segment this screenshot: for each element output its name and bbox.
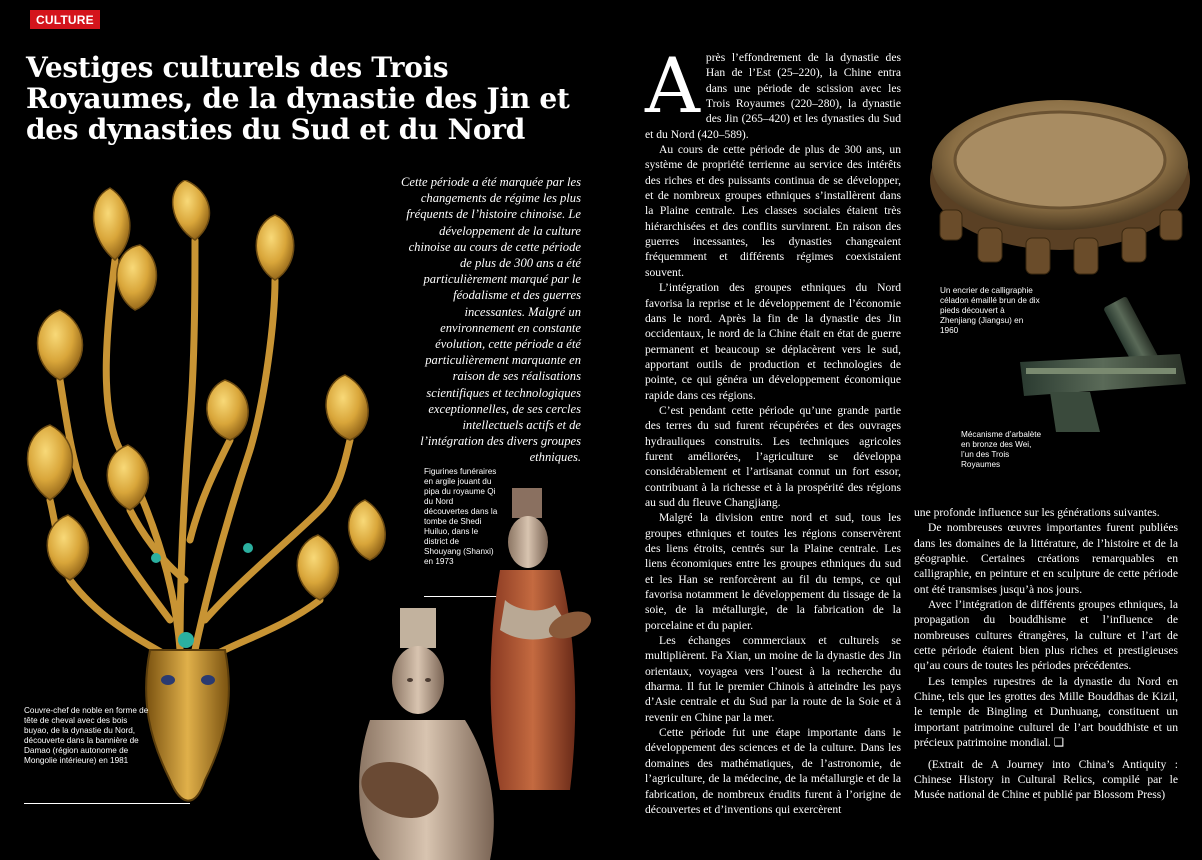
caption-inkstone: Un encrier de calligraphie céladon émaillé brun de dix pieds découvert à Zhenjiang (Jiangsu) en 1960 bbox=[940, 286, 1040, 335]
article-paragraph: une profonde influence sur les générations suivantes. bbox=[914, 506, 1160, 519]
article-paragraph: L’intégration des groupes ethniques du Nord favorisa la reprise et le développement de l’économie dans le nord. Après la fin de la dynastie des Jin occidentaux, le nord de la Chine était en état de guerre permanent et beaucoup se déplacèrent vers le sud, apportant outils de production et technologies de pointe, ce qui généra un développement économique rapide dans ces régions. bbox=[645, 281, 901, 402]
crossbow-image bbox=[1010, 292, 1202, 442]
dropcap: A bbox=[645, 41, 700, 130]
figurines-image bbox=[340, 480, 640, 860]
article-paragraph: Malgré la division entre nord et sud, tous les groupes ethniques et toutes les régions conservèrent des liens étroits, centrés sur la Plaine centrale. Les liens économiques entre les groupes ethniques du sud et les Han se renforcèrent au fil du temps, ce qui favorisa notamment le développement du tissage de la soie, de la métallurgie, de la fabrication de la porcelaine et du papier. bbox=[645, 511, 901, 632]
caption-headdress: Couvre-chef de noble en forme de tête de cheval avec des bois buyao, de la dynastie du Nord, découverte dans la bannière de Damao (région autonome de Mongolie intérieure) en 1981 bbox=[24, 706, 149, 765]
article-paragraph: Les échanges commerciaux et culturels se multiplièrent. Fa Xian, un moine de la dynastie des Jin orientaux, voyagea vers l’ouest à la recherche du dharma. Il fut le premier Chinois à atteindre les pays d’Asie centrale et du Sud par la route de la Soie et à revenir en Chine par la mer. bbox=[645, 634, 901, 724]
caption-crossbow: Mécanisme d’arbalète en bronze des Wei, l’un des Trois Royaumes bbox=[961, 430, 1042, 469]
article-column-1 bbox=[645, 41, 901, 817]
caption-figurines: Figurines funéraires en argile jouant du pipa du royaume Qi du Nord découvertes dans la tombe de Shedi Huiluo, dans le district de Shouyang (Shanxi) en 1973 bbox=[424, 467, 498, 566]
article-paragraph: Cette période fut une étape importante dans le développement des sciences et de la culture. Dans les domaines des mathématiques, de l’astronomie, de l’agriculture, de la médecine, de la métallurgie et de la fabrication, de nombreux érudits furent à l’origine de découvertes et d’inventions qui exercèrent bbox=[645, 726, 901, 816]
article-paragraph: Avec l’intégration de différents groupes ethniques, la propagation du bouddhisme et l’influence de nombreuses cultures étrangères, la culture et l’art de cette période étaient bien plus riches et prestigieuses qu’au cours de toutes les périodes précédentes. bbox=[914, 598, 1178, 673]
section-badge: CULTURE bbox=[30, 10, 100, 29]
article-paragraph: C’est pendant cette période qu’une grande partie des terres du sud furent récupérées et des ouvrages hydrauliques construits. Les techniques agricoles furent améliorées, l’agriculture se développa considérablement et l’artisanat connut un fort essor, contribuant à la richesse et à la prospérité des régions au sud du fleuve Changjiang. bbox=[645, 403, 901, 509]
inkstone-image bbox=[918, 60, 1202, 292]
intro-text: Cette période a été marquée par les changements de régime les plus fréquents de l’histoire chinoise. Le développement de la culture chinoise au cours de cette période de plus de 300 ans a été particulièrement marqué par le féodalisme et des guerres incessantes. Malgré un environnement en constante évolution, cette période a été particulièrement marquante en raison de ses réalisations scientifiques et technologiques exceptionnelles, de ses cercles intellectuels actifs et de l’intégration des divers groupes ethniques. bbox=[401, 175, 581, 465]
article-paragraph: Au cours de cette période de plus de 300 ans, un système de propriété terrienne au service des intérêts des riches et des puissants continua de se développer, et de nombreux groupes ethniques s’installèrent dans la Plaine centrale. Les classes sociales étaient très hiérarchisées et des conflits survinrent. En raison des guerres incessantes, les dynasties changeaient fréquemment et différents régimes coexistaient souvent. bbox=[645, 143, 901, 279]
caption-headdress-rule bbox=[24, 803, 190, 804]
article-paragraph: Les temples rupestres de la dynastie du Nord en Chine, tels que les grottes des Mille Bouddhas de Kizil, le temple de Bingling et Dunhuang, constituent un important patrimoine culturel de l’art bouddhiste et un précieux patrimoine mondial. ❏ bbox=[914, 674, 1178, 750]
article-paragraph: Après l’effondrement de la dynastie des Han de l’Est (25–220), la Chine entra dans une période de scission avec les Trois Royaumes (220–280), la dynastie des Jin (265–420) et les dynasties du Sud et du Nord (420–589). bbox=[645, 41, 901, 141]
source-note: (Extrait de A Journey into China’s Antiquity : Chinese History in Cultural Relics, compilé par le Musée national de Chine et publié par Blossom Press) bbox=[914, 757, 1178, 802]
page-title: Vestiges culturels des Trois Royaumes, de la dynastie des Jin et des dynasties du Sud et du Nord bbox=[26, 51, 570, 146]
article-column-2 bbox=[914, 505, 1178, 803]
article-paragraph: De nombreuses œuvres importantes furent publiées dans les domaines de la littérature, de l’histoire et de la géographie. Certaines créations remarquables en calligraphie, en peinture et en sculpture de cette période ont été transmises jusqu’à nos jours. bbox=[914, 521, 1178, 596]
